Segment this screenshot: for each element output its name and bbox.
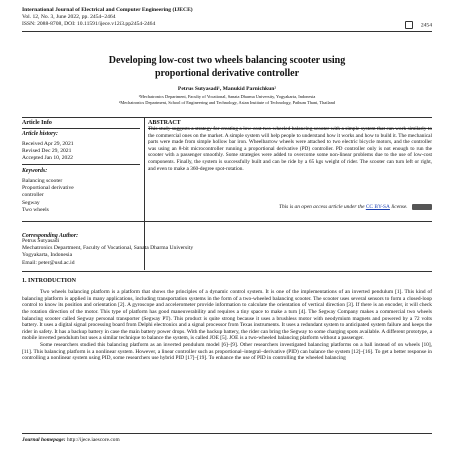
introduction-body	[22, 289, 432, 362]
cc-license-icon	[412, 204, 432, 210]
corresponding-line: Mechatronics Department, Faculty of Vocational, Sanata Dharma University	[22, 245, 194, 252]
journal-footer: Journal homepage: http://ijece.iaescore.com	[22, 437, 120, 443]
footer-label: Journal homepage	[22, 437, 64, 443]
affiliation-line: ¹Mechatronics Department, Faculty of Vocational, Sanata Dharma University, Yogyakarta, Indonesia	[138, 94, 316, 99]
keyword-item: Segway	[22, 199, 40, 206]
footer-url[interactable]: http://ijece.iaescore.com	[66, 437, 120, 443]
keywords-section	[22, 168, 140, 214]
corresponding-line: Yogyakarta, Indonesia	[22, 252, 73, 259]
journal-issn: ISSN: 2088-8708, DOI: 10.11591/ijece.v12i3.pp2454-2464	[22, 21, 156, 28]
introduction-heading: 1. INTRODUCTION	[22, 278, 77, 284]
paper-title	[22, 55, 432, 80]
journal-name: International Journal of Electrical and Computer Engineering (IJECE)	[22, 7, 193, 13]
paragraph: Some researchers studied this balancing platform as an inverted pendulum model [6]–[9]. Other researchers investigated balancing platforms on a ball instead of on wheels [10], [11]. This balancing platform is a nonlinear system. However, a linear controller such as proportional–integral–derivative (PID) can balance the system [12]–[16]. To get a better response in controlling a nonlinear system using PID, some researchers use hybrid PID [17]–[19]. To enhance the use of PID in controlling the wheeled balancing	[22, 342, 432, 362]
history-heading: Article history:	[22, 131, 58, 137]
keywords-heading: Keywords:	[22, 168, 48, 174]
corresponding-author	[22, 238, 322, 267]
authors: Petrus Sutyasadi¹, Manukid Parnichkun²	[177, 86, 277, 92]
keyword-item: Proportional derivative	[22, 185, 74, 192]
footer-divider	[22, 433, 432, 434]
affiliation-line: ²Mechatronics Department, School of Engineering and Technology, Asian Institute of Technology, Pathum Thani, Thailand	[119, 99, 335, 105]
open-access-note	[148, 204, 432, 210]
paragraph: Two wheels balancing platform is a platform that shows the principles of a dynamic control system. It is one of the implementations of an inverted pendulum [1]. This kind of balancing platform is applied in many applications, including transportation systems in the form of a two-wheeled balancing scooter. The scooter uses several sensors to form a closed-loop control to know its position and orientation [2]. A gyroscope and accelerometer provide information to calculate the orientation of vertical direction [3]. If there is an encoder, it will check the rotation direction of the motor. This type of platform has good maneuverability and requires a tiny space to make a turn [4]. The Segway Company makes a commercial two wheels balancing scooter called Segway personal transporter (Segway PT). This product is quite strong because it uses a brushless motor with neodymium magnets and powered by a 72 volts battery. It uses a digital signal processing board from Delphi electronics and a signal processor from Texas instruments. It uses a redundant system to anticipated system failure and keeps the rider in safety. It has a backup battery in case the main battery power drops. With the backup battery, the rider can bring the Segway to some charging spots available. A different prototype, a mobile inverted pendulum but uses a similar technique to balance the system, is called JOE [5]. JOE is a two-wheeled balancing platform without a passenger.	[22, 289, 432, 342]
journal-header	[22, 7, 432, 29]
abstract-heading: ABSTRACT	[148, 120, 181, 126]
history-list	[22, 141, 140, 163]
open-access-text: This is an open access article under the	[278, 204, 365, 211]
keyword-item: Two wheels	[22, 206, 49, 213]
keyword-list	[22, 178, 140, 214]
keyword-item: Balancing scooter	[22, 178, 63, 184]
corresponding-top-rule	[22, 221, 432, 222]
corresponding-line: Petrus Sutyasadi	[22, 238, 60, 244]
header-page-area	[405, 21, 432, 29]
history-item: Received Apr 29, 2021	[22, 141, 74, 147]
history-item: Accepted Jan 10, 2022	[22, 155, 73, 162]
title-line: Developing low-cost two wheels balancing scooter using	[108, 55, 346, 66]
history-rule	[22, 164, 140, 165]
info-box-bottom-rule	[22, 271, 432, 272]
header-divider	[22, 31, 432, 32]
article-info-rule	[22, 128, 140, 129]
article-history	[22, 131, 140, 163]
title-line: proportional derivative controller	[154, 67, 300, 79]
keyword-item: controller	[22, 192, 44, 199]
license-suffix: license.	[391, 204, 408, 211]
affiliations	[22, 94, 432, 106]
article-info-heading: Article Info	[22, 120, 52, 126]
corresponding-heading: Corresponding Author:	[22, 233, 79, 239]
corresponding-line: Email: peter@usd.ac.id	[22, 259, 75, 266]
abstract-text: This study suggests a strategy for creating a low-cost two-wheeled balancing scooter with a simple system that can work similarly to the commercial ones on the market. A simple system will help people to understand how it works and how to build it. The mechanical parts were made from simple hollow bar iron. Wheelbarrow wheels were attached to two electric bicycle motors, and the controller was using an 8-bit microcontroller running a proportional derivative (PD) controller. PD controller only is not enough to run the scooter with a passenger smoothly. Some strategies were added to overcome some non-linear problems due to the use of low-cost components. Finally, the system is successfully built and can be ride by a 65 kgs weight of rider. The scooter can turn left or right, and even to make a 360-degree spot-rotation.	[148, 126, 432, 172]
info-box-top-rule	[22, 117, 432, 118]
journal-volume: Vol. 12, No. 3, June 2022, pp. 2454~2464	[22, 14, 116, 21]
history-item: Revised Dec 29, 2021	[22, 148, 72, 155]
page-number: 2454	[420, 22, 432, 29]
journal-icon	[405, 21, 413, 29]
license-link[interactable]: CC BY-SA	[365, 204, 390, 211]
